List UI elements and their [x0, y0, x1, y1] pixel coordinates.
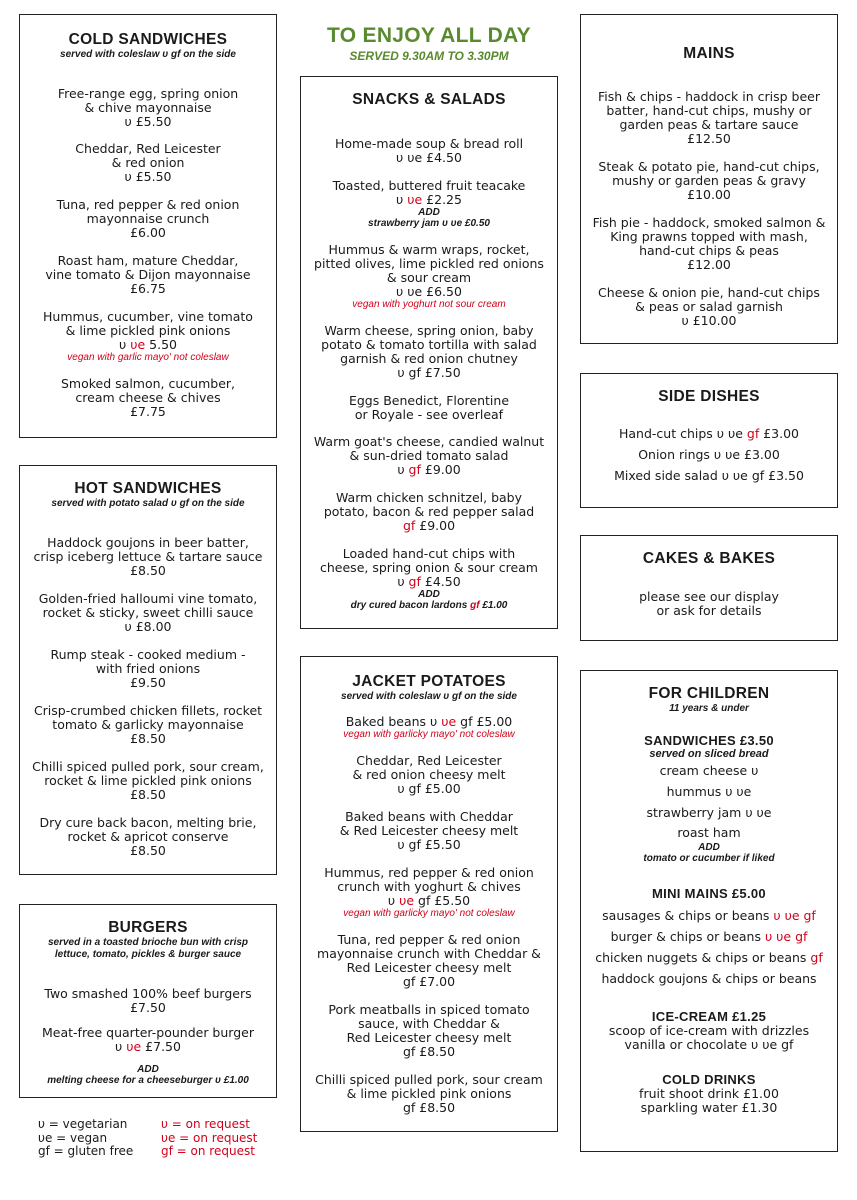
menu-item	[301, 547, 557, 611]
mini-main-item	[581, 968, 837, 989]
child-sandwich-item: cream cheese υ	[659, 763, 759, 778]
item-name: Warm chicken schnitzel, baby potato, bacon & red pepper salad	[323, 490, 535, 519]
menu-item	[301, 1073, 557, 1115]
ice-cream-text: scoop of ice-cream with drizzles vanilla or chocolate υ υe gf	[608, 1023, 810, 1052]
price-text: £7.50	[141, 1039, 181, 1054]
item-name: Two smashed 100% beef burgers	[44, 986, 252, 1001]
item-name: Hummus, cucumber, vine tomato & lime pickled pink onions	[43, 309, 253, 338]
section-subtitle: served with potato salad υ gf on the side	[51, 498, 245, 509]
item-price	[20, 1040, 276, 1054]
add-label: ADD	[698, 842, 720, 853]
price-text: υ	[115, 1039, 127, 1054]
menu-item	[301, 179, 557, 229]
section-subtitle: served with coleslaw υ gf on the side	[60, 49, 236, 60]
menu-item	[581, 90, 837, 146]
legend-vegetarian-request: υ = on request	[161, 1117, 251, 1131]
item-price: £12.00	[687, 257, 731, 272]
item-name: Hummus, red pepper & red onion crunch with yoghurt & chives	[324, 865, 534, 894]
item-price: £12.50	[687, 131, 731, 146]
item-price: £10.00	[687, 187, 731, 202]
menu-item	[301, 933, 557, 989]
item-name-text: Baked beans υ	[345, 714, 442, 729]
menu-item	[301, 324, 557, 380]
mini-main-text: sausages & chips or beans	[602, 908, 774, 923]
children-section	[580, 670, 838, 1152]
item-name: Dry cure back bacon, melting brie, rocket & apricot conserve	[39, 815, 257, 844]
item-name: Roast ham, mature Cheddar, vine tomato & Dijon mayonnaise	[45, 253, 251, 282]
price-text: gf £5.50	[414, 893, 471, 908]
menu-item	[581, 216, 837, 272]
mini-mains-title: MINI MAINS £5.00	[652, 886, 766, 901]
menu-item	[301, 810, 557, 852]
item-name: Free-range egg, spring onion & chive mayonnaise	[57, 86, 239, 115]
menu-item	[301, 754, 557, 796]
jacket-potatoes-section	[300, 656, 558, 1132]
item-name: Fish & chips - haddock in crisp beer batter, hand-cut chips, mushy or garden peas & tartare sauce	[598, 89, 820, 132]
item-note: vegan with garlicky mayo' not coleslaw	[343, 908, 515, 919]
sandwiches-subtitle: served on sliced bread	[649, 748, 769, 760]
item-price: £8.50	[130, 843, 166, 858]
price-text: £2.25	[422, 192, 462, 207]
child-sandwich-item: hummus υ υe	[666, 784, 752, 799]
item-price: £8.50	[130, 787, 166, 802]
side-list	[581, 423, 837, 486]
section-title: COLD SANDWICHES	[68, 31, 228, 48]
item-price: υ υe £6.50	[396, 284, 462, 299]
section-title: BURGERS	[108, 919, 188, 936]
item-name: Golden-fried halloumi vine tomato, rocket & sticky, sweet chilli sauce	[38, 591, 258, 620]
side-dishes-section	[580, 373, 838, 508]
menu-item	[20, 377, 276, 419]
legend-right	[161, 1118, 257, 1159]
side-item: Mixed side salad υ υe gf £3.50	[614, 468, 804, 483]
menu-item	[20, 142, 276, 184]
item-name: Rump steak - cooked medium - with fried onions	[50, 647, 246, 676]
side-text: Hand-cut chips υ υe	[619, 426, 747, 441]
page-subtitle: SERVED 9.30AM TO 3.30PM	[349, 49, 509, 63]
menu-item	[20, 760, 276, 802]
burgers-section	[19, 904, 277, 1098]
price-text: υ	[387, 893, 400, 908]
section-title: JACKET POTATOES	[352, 673, 506, 690]
mini-main-item	[581, 905, 837, 926]
menu-item	[301, 137, 557, 165]
item-price: £7.50	[130, 1000, 166, 1015]
item-price: υ gf £5.50	[397, 837, 461, 852]
item-name-text: gf £5.00	[456, 714, 513, 729]
vegan-on-request: υe	[399, 893, 415, 908]
menu-item	[20, 987, 276, 1015]
item-price: £9.50	[130, 675, 166, 690]
vegan-on-request: υe	[130, 337, 146, 352]
item-name: Meat-free quarter-pounder burger	[42, 1025, 254, 1040]
sandwiches-title: SANDWICHES £3.50	[644, 733, 774, 748]
add-label: ADD	[418, 589, 440, 600]
section-title: MAINS	[683, 45, 735, 62]
item-name: Haddock goujons in beer batter, crisp iceberg lettuce & tartare sauce	[33, 535, 263, 564]
item-price: gf £8.50	[402, 1100, 456, 1115]
item-name: Eggs Benedict, Florentine or Royale - see overleaf	[348, 393, 510, 422]
ice-cream-title: ICE-CREAM £1.25	[651, 1009, 767, 1024]
price-text: υ	[119, 337, 131, 352]
menu-item	[301, 491, 557, 533]
hot-sandwiches-section	[19, 465, 277, 875]
item-name: Cheddar, Red Leicester & red onion cheesy melt	[352, 753, 506, 782]
mini-main-text: burger & chips or beans	[610, 929, 765, 944]
item-name: Fish pie - haddock, smoked salmon & King prawns topped with mash, hand-cut chips & peas	[592, 215, 826, 258]
menu-item	[20, 254, 276, 296]
cold-drinks-title: COLD DRINKS	[662, 1072, 756, 1087]
cold-sandwiches-section	[19, 14, 277, 438]
item-name: Toasted, buttered fruit teacake	[332, 178, 526, 193]
item-price: gf £8.50	[402, 1044, 456, 1059]
menu-item	[301, 435, 557, 477]
price-text: 5.50	[145, 337, 177, 352]
add-on	[20, 1064, 276, 1086]
add-label: ADD	[418, 207, 440, 218]
menu-item	[20, 704, 276, 746]
item-price: £7.75	[130, 404, 166, 419]
mini-main-text: chicken nuggets & chips or beans	[595, 950, 811, 965]
legend-vegan: υe = vegan	[38, 1130, 108, 1145]
mains-section	[580, 14, 838, 344]
legend-left	[38, 1118, 133, 1159]
item-note: vegan with yoghurt not sour cream	[352, 299, 506, 310]
side-item: Onion rings υ υe £3.00	[638, 447, 780, 462]
on-request-flags: υ υe gf	[773, 908, 816, 923]
child-sandwich-item: strawberry jam υ υe	[646, 805, 772, 820]
gf-on-request: gf	[402, 518, 416, 533]
item-name: Loaded hand-cut chips with cheese, spring onion & sour cream	[320, 546, 538, 575]
item-note: vegan with garlic mayo' not coleslaw	[67, 352, 229, 363]
mini-main-item	[581, 926, 837, 947]
menu-item	[581, 160, 837, 202]
menu-item	[20, 816, 276, 858]
item-price	[20, 338, 276, 352]
add-text: tomato or cucumber if liked	[643, 853, 775, 864]
section-title: SNACKS & SALADS	[352, 91, 506, 108]
vegan-on-request: υe	[441, 714, 457, 729]
price-text: £9.00	[415, 518, 456, 533]
add-label: ADD	[137, 1064, 159, 1075]
mini-main-text: haddock goujons & chips or beans	[601, 971, 817, 986]
menu-item	[20, 198, 276, 240]
price-text: υ	[397, 462, 409, 477]
item-price	[301, 193, 557, 207]
mini-main-item	[581, 947, 837, 968]
item-price: £8.50	[130, 563, 166, 578]
price-text: £4.50	[420, 574, 461, 589]
add-text-part: £1.00	[479, 600, 508, 611]
gf-on-request: gf	[470, 600, 480, 611]
side-text: £3.00	[759, 426, 799, 441]
item-name: Cheese & onion pie, hand-cut chips & peas or salad garnish	[598, 285, 820, 314]
on-request-flags: υ υe gf	[764, 929, 808, 944]
item-name: Chilli spiced pulled pork, sour cream & lime pickled pink onions	[315, 1072, 543, 1101]
item-name: Steak & potato pie, hand-cut chips, mushy or garden peas & gravy	[598, 159, 820, 188]
side-item	[581, 423, 837, 444]
item-name: Home-made soup & bread roll	[334, 136, 524, 151]
section-title: CAKES & BAKES	[642, 550, 776, 567]
price-text: υ	[396, 192, 408, 207]
price-text: υ	[397, 574, 409, 589]
vegan-on-request: υe	[407, 192, 423, 207]
child-sandwich-item: roast ham	[677, 825, 741, 840]
legend-vegan-request: υe = on request	[161, 1130, 258, 1145]
item-name	[301, 715, 557, 729]
menu-item	[301, 1003, 557, 1059]
snacks-salads-section	[300, 76, 558, 629]
section-title: HOT SANDWICHES	[74, 480, 222, 497]
gf-on-request: gf	[408, 462, 421, 477]
item-name: Tuna, red pepper & red onion mayonnaise crunch	[56, 197, 240, 226]
menu-item	[20, 536, 276, 578]
gf-on-request: gf	[408, 574, 421, 589]
add-text	[301, 600, 557, 611]
menu-item	[20, 592, 276, 634]
menu-item	[20, 87, 276, 129]
item-name: Tuna, red pepper & red onion mayonnaise crunch with Cheddar & Red Leicester cheesy melt	[317, 932, 541, 975]
item-price: υ £8.00	[124, 619, 172, 634]
add-text: strawberry jam υ υe £0.50	[368, 218, 490, 229]
menu-item	[301, 715, 557, 741]
item-name: Warm goat's cheese, candied walnut & sun-dried tomato salad	[313, 434, 545, 463]
item-note: vegan with garlicky mayo' not coleslaw	[343, 729, 515, 740]
menu-item	[20, 310, 276, 364]
menu-header	[300, 24, 558, 62]
legend-gf-request: gf = on request	[161, 1144, 255, 1158]
menu-item	[301, 394, 557, 422]
mini-mains-list	[581, 905, 837, 989]
item-price: υ £5.50	[124, 114, 172, 129]
item-price: υ gf £7.50	[397, 365, 461, 380]
cakes-text: please see our display or ask for details	[639, 589, 779, 618]
menu-item	[20, 1026, 276, 1054]
add-text-part: dry cured bacon lardons	[350, 600, 471, 611]
legend-gluten-free: gf = gluten free	[38, 1144, 134, 1158]
item-price: £6.00	[130, 225, 166, 240]
vegan-on-request: υe	[126, 1039, 142, 1054]
item-price	[301, 519, 557, 533]
item-name: Smoked salmon, cucumber, cream cheese & chives	[61, 376, 235, 405]
section-subtitle: 11 years & under	[669, 703, 749, 714]
page-title: TO ENJOY ALL DAY	[327, 24, 531, 47]
on-request-flags: gf	[810, 950, 823, 965]
item-price: £6.75	[130, 281, 166, 296]
item-price	[301, 575, 557, 589]
menu-item	[20, 648, 276, 690]
cold-drinks-text: fruit shoot drink £1.00 sparkling water £1.30	[639, 1086, 779, 1115]
item-price: gf £7.00	[402, 974, 456, 989]
add-text: melting cheese for a cheeseburger υ £1.00	[47, 1075, 249, 1086]
item-price: υ υe £4.50	[396, 150, 462, 165]
item-name: Hummus & warm wraps, rocket, pitted olives, lime pickled red onions & sour cream	[314, 242, 544, 285]
item-price: υ £5.50	[124, 169, 172, 184]
gf-on-request: gf	[746, 426, 760, 441]
section-title: SIDE DISHES	[658, 388, 760, 405]
item-price	[301, 463, 557, 477]
item-name: Chilli spiced pulled pork, sour cream, rocket & lime pickled pink onions	[32, 759, 264, 788]
item-price	[301, 894, 557, 908]
item-name: Warm cheese, spring onion, baby potato & tomato tortilla with salad garnish & red onion chutney	[321, 323, 537, 366]
item-name: Pork meatballs in spiced tomato sauce, with Cheddar & Red Leicester cheesy melt	[328, 1002, 530, 1045]
section-title: FOR CHILDREN	[648, 685, 770, 702]
section-subtitle: served with coleslaw υ gf on the side	[341, 691, 517, 702]
menu-item	[301, 243, 557, 311]
item-price: υ gf £5.00	[397, 781, 461, 796]
section-subtitle: served in a toasted brioche bun with crisp lettuce, tomato, pickles & burger sauce	[47, 937, 249, 960]
price-text: £9.00	[420, 462, 461, 477]
legend-vegetarian: υ = vegetarian	[38, 1117, 128, 1131]
item-price: £8.50	[130, 731, 166, 746]
item-price: υ £10.00	[681, 313, 737, 328]
item-name: Cheddar, Red Leicester & red onion	[75, 141, 221, 170]
item-name: Crisp-crumbed chicken fillets, rocket tomato & garlicky mayonnaise	[33, 703, 263, 732]
cakes-bakes-section	[580, 535, 838, 641]
menu-item	[581, 286, 837, 328]
item-name: Baked beans with Cheddar & Red Leicester cheesy melt	[339, 809, 519, 838]
menu-item	[301, 866, 557, 920]
